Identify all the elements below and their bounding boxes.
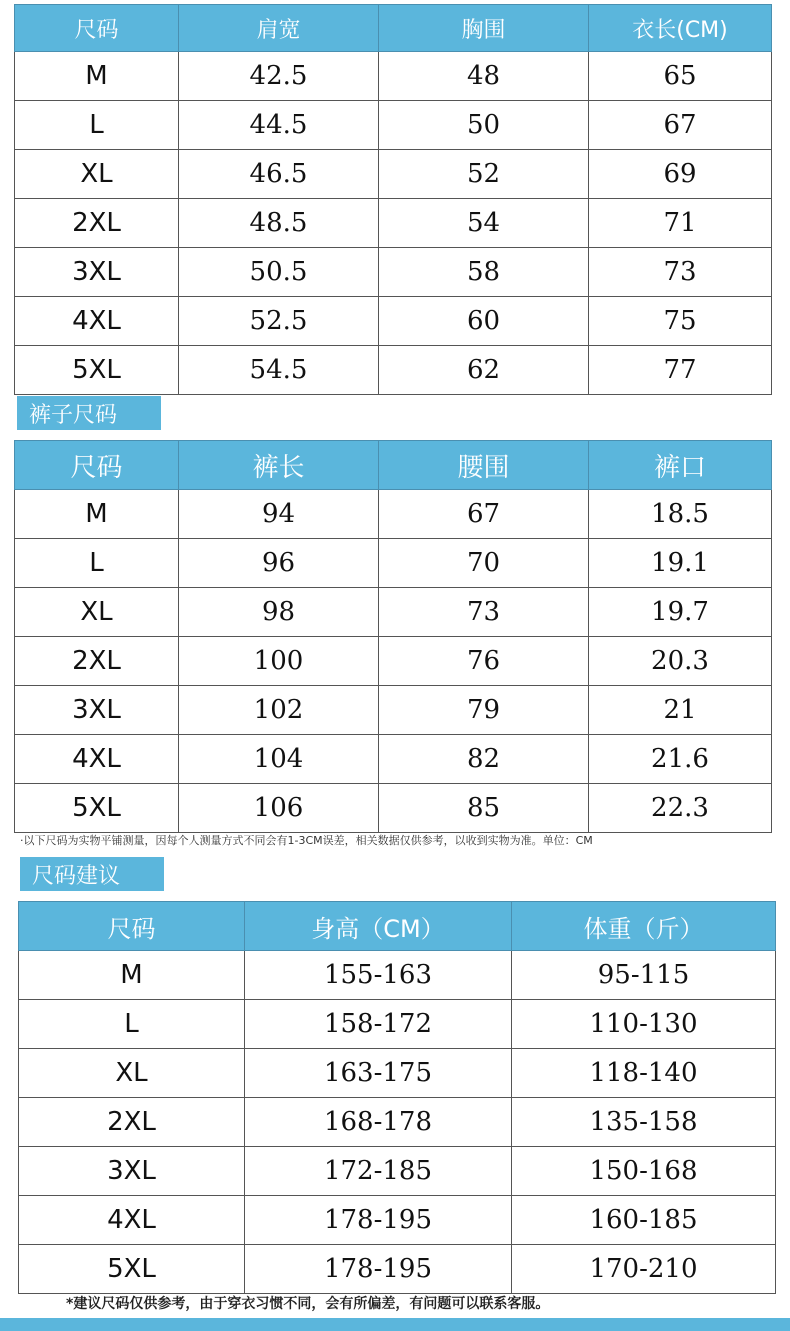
value-cell: 71 — [589, 199, 772, 248]
value-cell: 20.3 — [589, 637, 772, 686]
value-cell: 18.5 — [589, 490, 772, 539]
header-pants-length: 裤长 — [179, 441, 379, 490]
value-cell: 70 — [379, 539, 589, 588]
size-cell: 2XL — [19, 1098, 245, 1147]
table-row — [19, 1098, 776, 1147]
table-row — [15, 346, 772, 395]
table-header-row — [19, 902, 776, 951]
header-weight: 体重（斤） — [512, 902, 776, 951]
table-row — [15, 686, 772, 735]
size-cell: XL — [15, 588, 179, 637]
size-cell: M — [19, 951, 245, 1000]
value-cell: 73 — [379, 588, 589, 637]
value-cell: 21 — [589, 686, 772, 735]
value-cell: 85 — [379, 784, 589, 833]
value-cell: 54 — [379, 199, 589, 248]
value-cell: 96 — [179, 539, 379, 588]
value-cell: 98 — [179, 588, 379, 637]
bottom-bar — [0, 1318, 790, 1331]
value-cell: 73 — [589, 248, 772, 297]
value-cell: 48 — [379, 52, 589, 101]
value-cell: 100 — [179, 637, 379, 686]
table-row — [19, 1049, 776, 1098]
advice-table-body — [19, 951, 776, 1294]
header-waist: 腰围 — [379, 441, 589, 490]
size-cell: 3XL — [19, 1147, 245, 1196]
header-length: 衣长(CM) — [589, 5, 772, 52]
value-cell: 65 — [589, 52, 772, 101]
pants-size-label: 裤子尺码 — [17, 396, 161, 430]
header-size: 尺码 — [15, 441, 179, 490]
value-cell: 52.5 — [179, 297, 379, 346]
header-height: 身高（CM） — [245, 902, 512, 951]
value-cell: 110-130 — [512, 1000, 776, 1049]
value-cell: 52 — [379, 150, 589, 199]
table-row — [19, 1196, 776, 1245]
size-cell: L — [19, 1000, 245, 1049]
value-cell: 102 — [179, 686, 379, 735]
value-cell: 170-210 — [512, 1245, 776, 1294]
top-size-table — [14, 4, 772, 395]
size-cell: 5XL — [15, 784, 179, 833]
value-cell: 46.5 — [179, 150, 379, 199]
value-cell: 50 — [379, 101, 589, 150]
table-row — [15, 490, 772, 539]
value-cell: 94 — [179, 490, 379, 539]
table-row — [19, 951, 776, 1000]
value-cell: 75 — [589, 297, 772, 346]
table-row — [19, 1147, 776, 1196]
top-table-body — [15, 52, 772, 395]
size-cell: M — [15, 490, 179, 539]
size-advice-table — [18, 901, 776, 1294]
value-cell: 76 — [379, 637, 589, 686]
value-cell: 160-185 — [512, 1196, 776, 1245]
value-cell: 19.7 — [589, 588, 772, 637]
size-cell: 2XL — [15, 199, 179, 248]
table-row — [15, 248, 772, 297]
pants-size-table — [14, 440, 772, 833]
value-cell: 62 — [379, 346, 589, 395]
table-row — [15, 784, 772, 833]
header-size: 尺码 — [19, 902, 245, 951]
table-row — [15, 637, 772, 686]
value-cell: 168-178 — [245, 1098, 512, 1147]
table-row — [15, 101, 772, 150]
value-cell: 158-172 — [245, 1000, 512, 1049]
value-cell: 82 — [379, 735, 589, 784]
table-row — [15, 199, 772, 248]
value-cell: 172-185 — [245, 1147, 512, 1196]
table-header-row — [15, 5, 772, 52]
value-cell: 104 — [179, 735, 379, 784]
size-cell: L — [15, 539, 179, 588]
value-cell: 178-195 — [245, 1196, 512, 1245]
value-cell: 54.5 — [179, 346, 379, 395]
size-cell: XL — [15, 150, 179, 199]
table-row — [19, 1000, 776, 1049]
table-row — [19, 1245, 776, 1294]
value-cell: 77 — [589, 346, 772, 395]
value-cell: 118-140 — [512, 1049, 776, 1098]
value-cell: 106 — [179, 784, 379, 833]
value-cell: 79 — [379, 686, 589, 735]
size-cell: 3XL — [15, 248, 179, 297]
advice-note: *建议尺码仅供参考，由于穿衣习惯不同，会有所偏差，有问题可以联系客服。 — [66, 1296, 550, 1312]
value-cell: 69 — [589, 150, 772, 199]
value-cell: 48.5 — [179, 199, 379, 248]
value-cell: 58 — [379, 248, 589, 297]
table-row — [15, 539, 772, 588]
size-cell: 4XL — [15, 735, 179, 784]
value-cell: 67 — [379, 490, 589, 539]
size-cell: 3XL — [15, 686, 179, 735]
size-cell: XL — [19, 1049, 245, 1098]
value-cell: 44.5 — [179, 101, 379, 150]
header-shoulder: 肩宽 — [179, 5, 379, 52]
value-cell: 67 — [589, 101, 772, 150]
value-cell: 60 — [379, 297, 589, 346]
size-cell: 4XL — [19, 1196, 245, 1245]
value-cell: 19.1 — [589, 539, 772, 588]
value-cell: 155-163 — [245, 951, 512, 1000]
size-cell: 5XL — [19, 1245, 245, 1294]
size-cell: M — [15, 52, 179, 101]
value-cell: 163-175 — [245, 1049, 512, 1098]
table-row — [15, 735, 772, 784]
value-cell: 42.5 — [179, 52, 379, 101]
value-cell: 95-115 — [512, 951, 776, 1000]
size-cell: 5XL — [15, 346, 179, 395]
size-cell: 4XL — [15, 297, 179, 346]
header-size: 尺码 — [15, 5, 179, 52]
table-row — [15, 52, 772, 101]
value-cell: 150-168 — [512, 1147, 776, 1196]
size-advice-label: 尺码建议 — [20, 857, 164, 891]
table-header-row — [15, 441, 772, 490]
value-cell: 135-158 — [512, 1098, 776, 1147]
table-row — [15, 297, 772, 346]
header-leg-opening: 裤口 — [589, 441, 772, 490]
value-cell: 22.3 — [589, 784, 772, 833]
table-row — [15, 588, 772, 637]
table-row — [15, 150, 772, 199]
value-cell: 21.6 — [589, 735, 772, 784]
size-cell: L — [15, 101, 179, 150]
pants-table-body — [15, 490, 772, 833]
value-cell: 178-195 — [245, 1245, 512, 1294]
header-chest: 胸围 — [379, 5, 589, 52]
size-cell: 2XL — [15, 637, 179, 686]
measurement-note: ·以下尺码为实物平铺测量，因每个人测量方式不同会有1-3CM误差，相关数据仅供参考，以收到实物为准。单位：CM — [20, 834, 593, 847]
value-cell: 50.5 — [179, 248, 379, 297]
